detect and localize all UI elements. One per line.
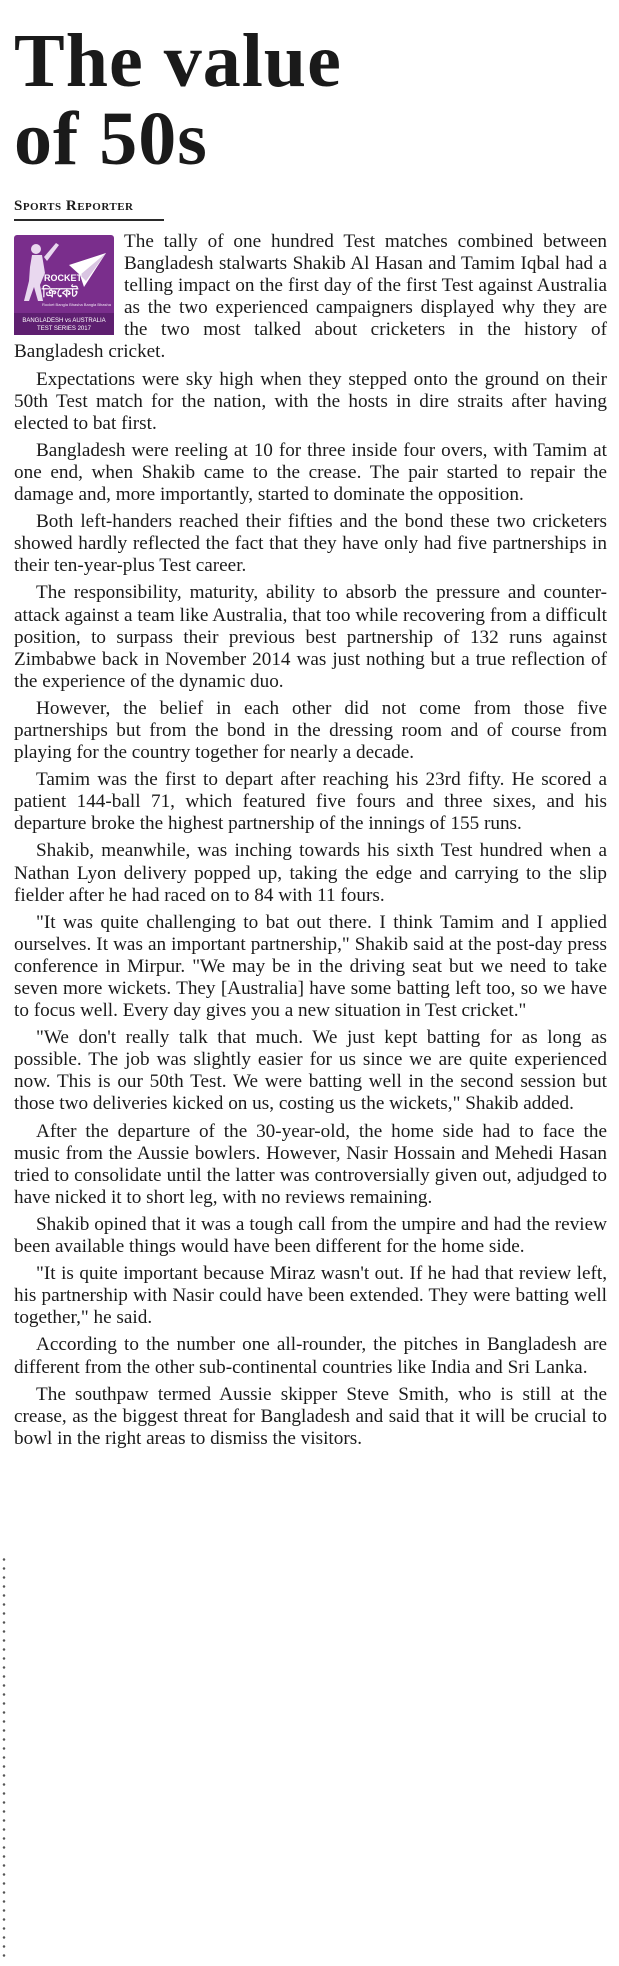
paragraph: The responsibility, maturity, ability to absorb the pressure and counter-attack against a team like Australia, that too while recovering from a difficult position, to surpass their previous best partnership of 132 runs against Zimbabwe back in November 2014 was just nothing but a true reflection of the experience of the dynamic duo. <box>14 582 607 692</box>
logo-brand-script: ক্রিকেট <box>42 286 78 301</box>
paragraph: "It is quite important because Miraz wasn't out. If he had that review left, his partnership with Nasir could have been extended. They were batting well together," he said. <box>14 1263 607 1329</box>
logo-series-line-1: BANGLADESH vs AUSTRALIA <box>22 318 106 324</box>
byline: Sports Reporter <box>14 198 164 221</box>
paragraph: The tally of one hundred Test matches combined between Bangladesh stalwarts Shakib Al Hasan and Tamim Iqbal had a telling impact on the first day of the first Test against Australia as the two experienced campaigners displayed why they are the two most talked about cricketers in the history of Bangladesh cricket. <box>14 231 607 363</box>
paragraph: However, the belief in each other did not come from those five partnerships but from the bond in the dressing room and of course from playing for the country together for nearly a decade. <box>14 697 607 764</box>
paragraph: Bangladesh were reeling at 10 for three inside four overs, with Tamim at one end, when Shakib came to the crease. The pair started to repair the damage and, more importantly, started to dominate the opposition. <box>14 439 607 506</box>
logo-brand: ROCKET <box>44 273 82 283</box>
paragraph: After the departure of the 30-year-old, the home side had to face the music from the Aussie bowlers. However, Nasir Hossain and Mehedi Hasan tried to consolidate until the latter was controversially given out, adjudged to have nicked it to short leg, with no reviews remaining. <box>14 1120 607 1208</box>
article-body <box>14 231 607 1450</box>
paragraph: Shakib opined that it was a tough call from the umpire and had the review been available things would have been different for the home side. <box>14 1213 607 1258</box>
paragraph: According to the number one all-rounder, the pitches in Bangladesh are different from the other sub-continental countries like India and Sri Lanka. <box>14 1334 607 1378</box>
rocket-cricket-logo <box>14 235 114 335</box>
paragraph: Expectations were sky high when they stepped onto the ground on their 50th Test match for the nation, with the hosts in dire straits after having elected to bat first. <box>14 368 607 434</box>
headline-line-1: The value <box>14 19 342 103</box>
headline <box>14 0 607 181</box>
paragraph: Both left-handers reached their fifties and the bond these two cricketers showed hardly reflected the fact that they have only had five partnerships in their ten-year-plus Test career. <box>14 511 607 577</box>
paragraph: "It was quite challenging to bat out there. I think Tamim and I applied ourselves. It was an important partnership," Shakib said at the post-day press conference in Mirpur. "We may be in the driving seat but we need to take seven more wickets. They [Australia] have some batting left too, so we have to focus well. Every day gives you a new situation in Test cricket." <box>14 911 607 1022</box>
paragraph: The southpaw termed Aussie skipper Steve Smith, who is still at the crease, as the biggest threat for Bangladesh and said that it will be crucial to bowl in the right areas to dismiss the visitors. <box>14 1383 607 1449</box>
headline-line-2: of 50s <box>14 97 208 181</box>
paragraph: "We don't really talk that much. We just kept batting for as long as possible. The job was slightly easier for us since we are quite experienced now. This is our 50th Test. We were batting well in the second session but those two deliveries kicked on us, costing us the wickets," Shakib added. <box>14 1027 607 1115</box>
dotted-column-rule <box>2 1555 6 1960</box>
paragraph: Shakib, meanwhile, was inching towards his sixth Test hundred when a Nathan Lyon delivery popped up, taking the edge and carrying to the slip fielder after he had raced on to 84 with 11 fours. <box>14 840 607 906</box>
logo-tagline: Rocket Bangla Bhasha Bangla Bhasha <box>42 302 111 307</box>
logo-series-line-2: TEST SERIES 2017 <box>37 326 91 332</box>
paragraph: Tamim was the first to depart after reaching his 23rd fifty. He scored a patient 144-ball 71, which featured five fours and three sixes, and his departure broke the highest partnership of the innings of 155 runs. <box>14 769 607 835</box>
